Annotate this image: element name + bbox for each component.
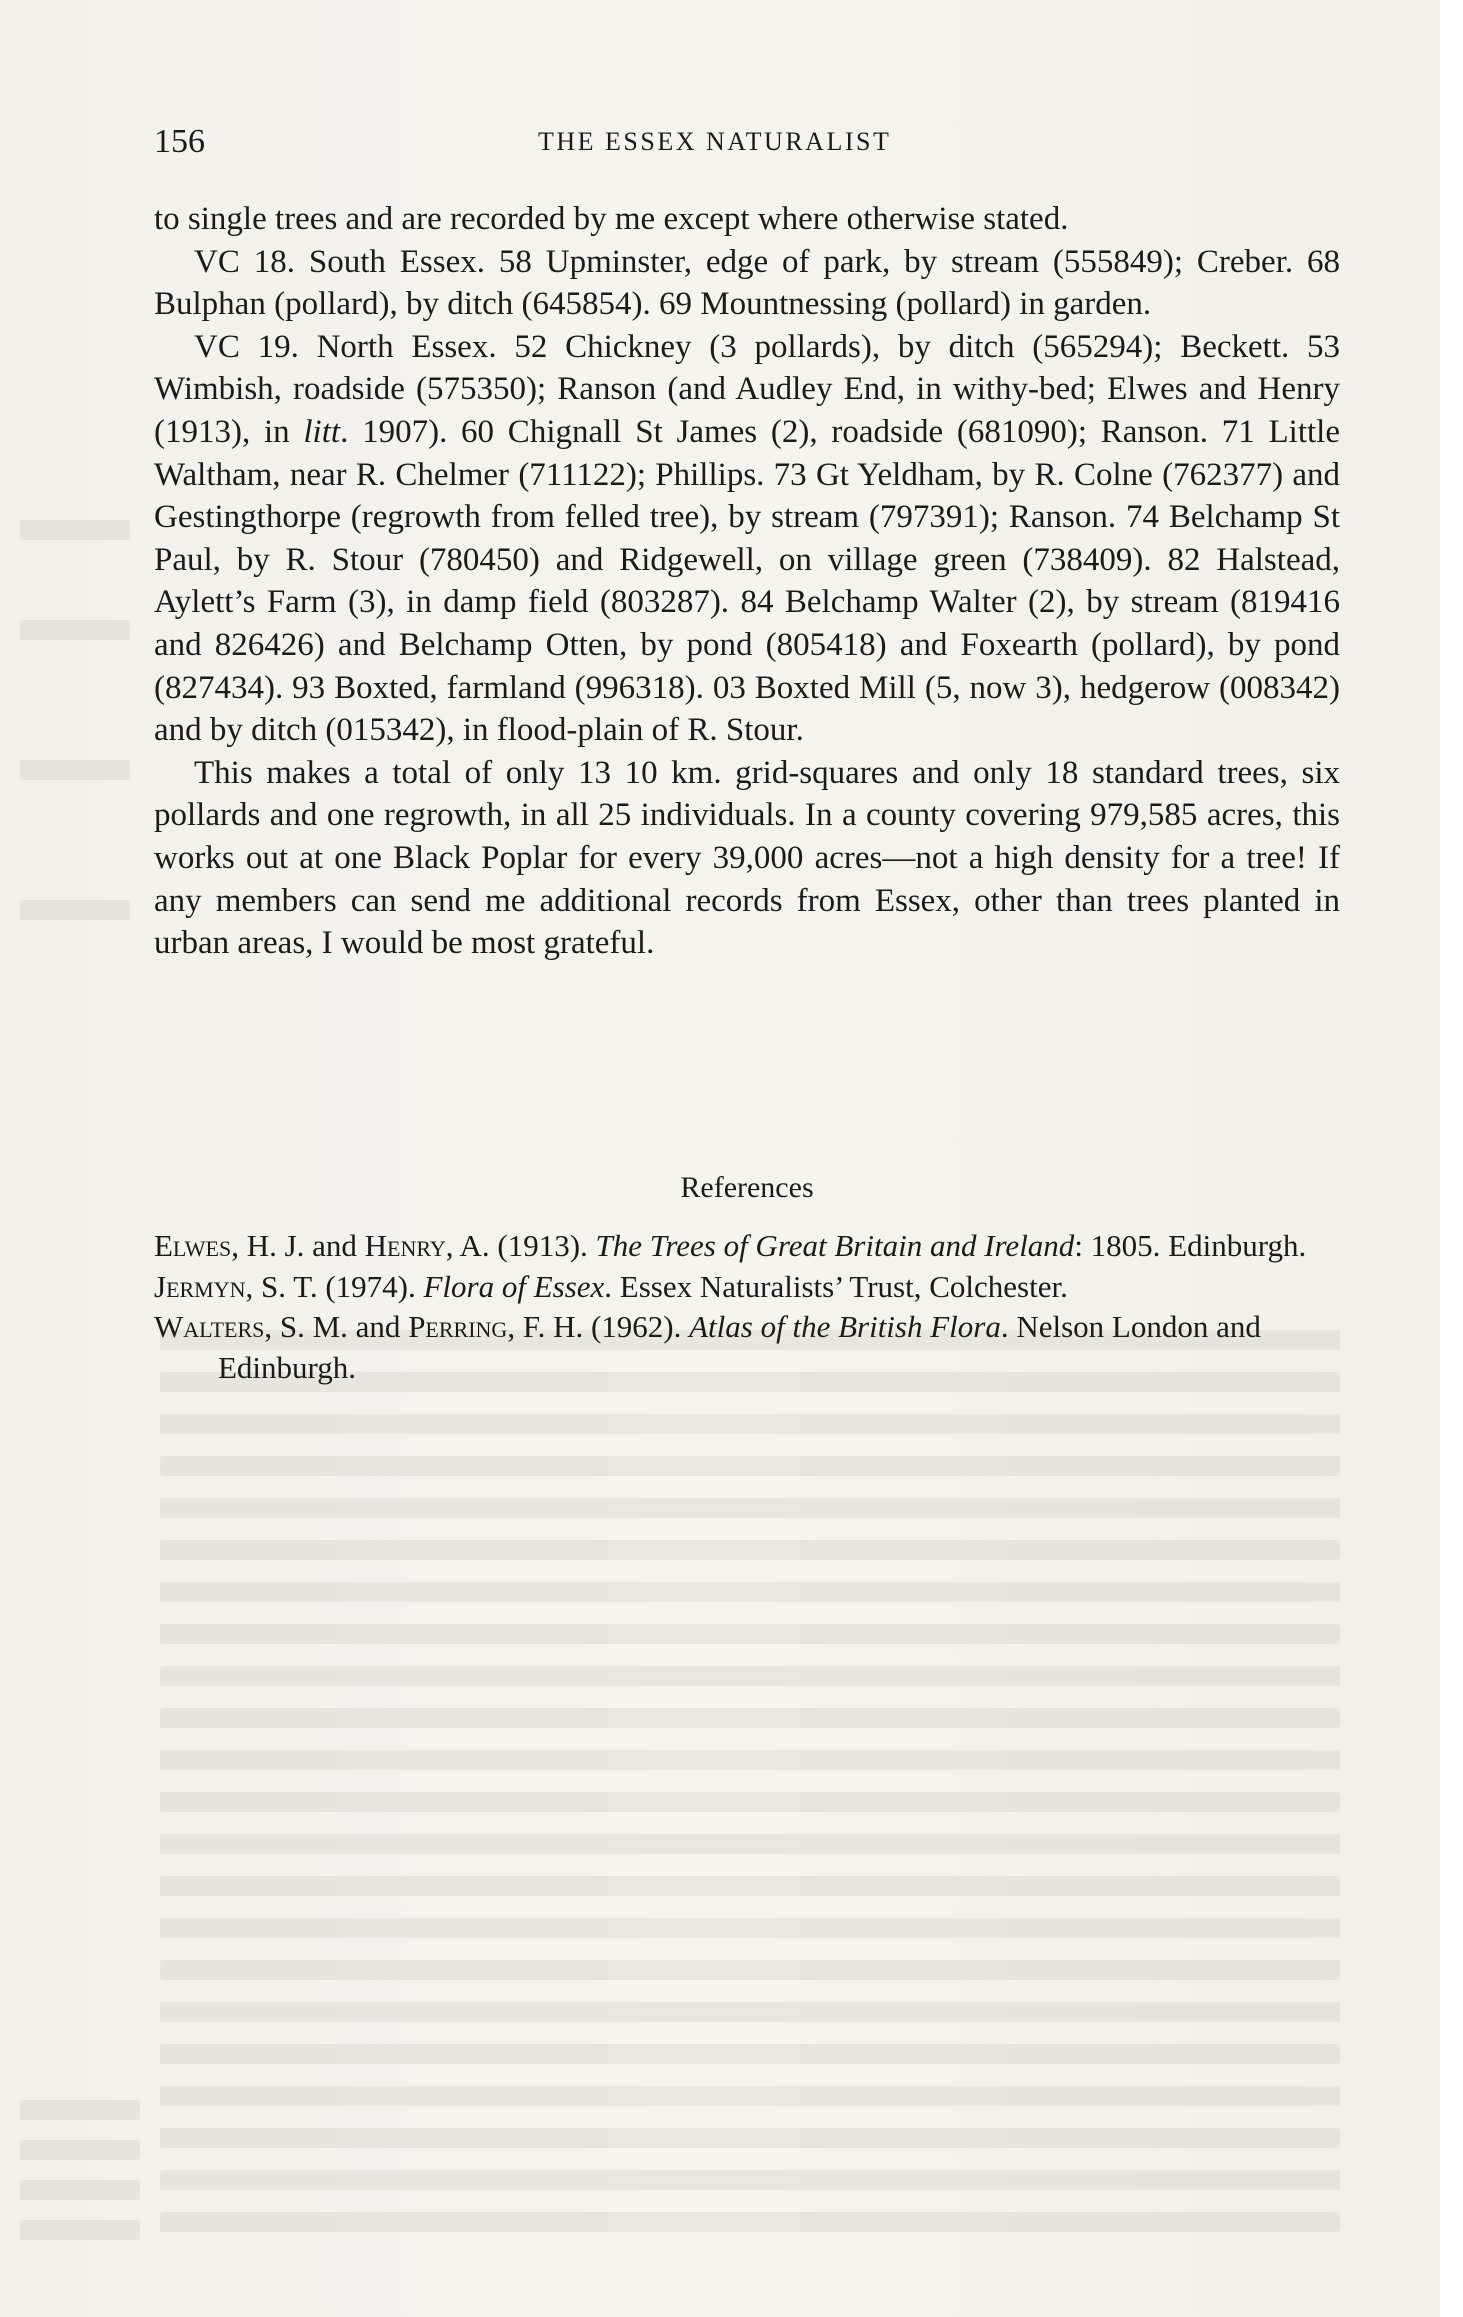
text-run: This makes a total of only 13 10 km. grid-squares and only 18 standard trees, six pollards and one regrowth, in all 25 individuals. In a county covering 979,585 acres, this works out at one Black Poplar for every 39,000 acres—not a high density for a tree! If any members can send me additional records from Essex, other than trees planted in urban areas, I would be most grateful. <box>154 754 1340 962</box>
author-name: Elwes <box>154 1228 232 1263</box>
text-run: , F. H. (1962). <box>507 1309 690 1344</box>
text-run: : 1805. Edinburgh. <box>1074 1228 1307 1263</box>
italic-text: Atlas of the British Flora <box>689 1309 1001 1344</box>
paragraph <box>154 326 1340 752</box>
text-run: . Essex Naturalists’ Trust, Colchester. <box>604 1268 1068 1304</box>
text-run: . 1907). 60 Chignall St James (2), roadside (681090); Ranson. 71 Little Waltham, near R. Chelmer (711122); Phillips. 73 Gt Yeldham, by R. Colne (762377) and Gestingthorpe (regrowth from felled tree), by stream (797391); Ranson. 74 Belchamp St Paul, by R. Stour (780450) and Ridgewell, on village green (738409). 82 Halstead, Aylett’s Farm (3), in damp field (803287). 84 Belchamp Walter (2), by stream (819416 and 826426) and Belchamp Otten, by pond (805418) and Foxearth (pollard), by pond (827434). 93 Boxted, farmland (996318). 03 Boxted Mill (5, now 3), hedgerow (008342) and by ditch (015342), in flood-plain of R. Stour. <box>154 413 1340 749</box>
text-run: VC 19. North Essex. 52 Chickney (3 pollards), by ditch (565294); Beckett. 53 Wimbish, roadside (575350); Ranson (and Audley End, in withy-bed; Elwes and Henry (1913), in <box>154 328 1340 450</box>
author-name: Jermyn <box>154 1268 246 1304</box>
text-run: , H. J. and <box>231 1228 365 1263</box>
reference-entry <box>154 1267 1340 1308</box>
author-name: Walters <box>154 1309 265 1344</box>
text-run: , A. (1913). <box>445 1228 596 1263</box>
references-heading: References <box>680 1171 814 1204</box>
page-edge <box>1440 0 1463 2317</box>
reference-entry <box>154 1226 1340 1267</box>
italic-text: The Trees of Great Britain and Ireland <box>595 1228 1075 1263</box>
article-body <box>154 198 1340 965</box>
author-name: Perring <box>408 1309 508 1344</box>
journal-title: THE ESSEX NATURALIST <box>538 127 892 156</box>
text-run: VC 18. South Essex. 58 Upminster, edge of park, by stream (555849); Creber. 68 Bulphan (pollard), by ditch (645854). 69 Mountnessing (pollard) in garden. <box>154 243 1340 323</box>
page-number: 156 <box>154 123 205 160</box>
running-header <box>154 118 1340 166</box>
italic-text: litt <box>303 413 341 450</box>
reference-list <box>154 1226 1340 1388</box>
text-run: , S. T. (1974). <box>245 1268 424 1304</box>
paragraph <box>154 241 1340 326</box>
text-run: , S. M. and <box>264 1309 409 1344</box>
reference-entry <box>154 1307 1340 1388</box>
paragraph <box>154 198 1340 241</box>
italic-text: Flora of Essex <box>423 1268 605 1304</box>
paragraph <box>154 752 1340 965</box>
text-run: to single trees and are recorded by me except where otherwise stated. <box>154 201 1069 237</box>
author-name: Henry <box>364 1228 446 1263</box>
text-run: . Nelson London and Edinburgh. <box>218 1309 1261 1385</box>
